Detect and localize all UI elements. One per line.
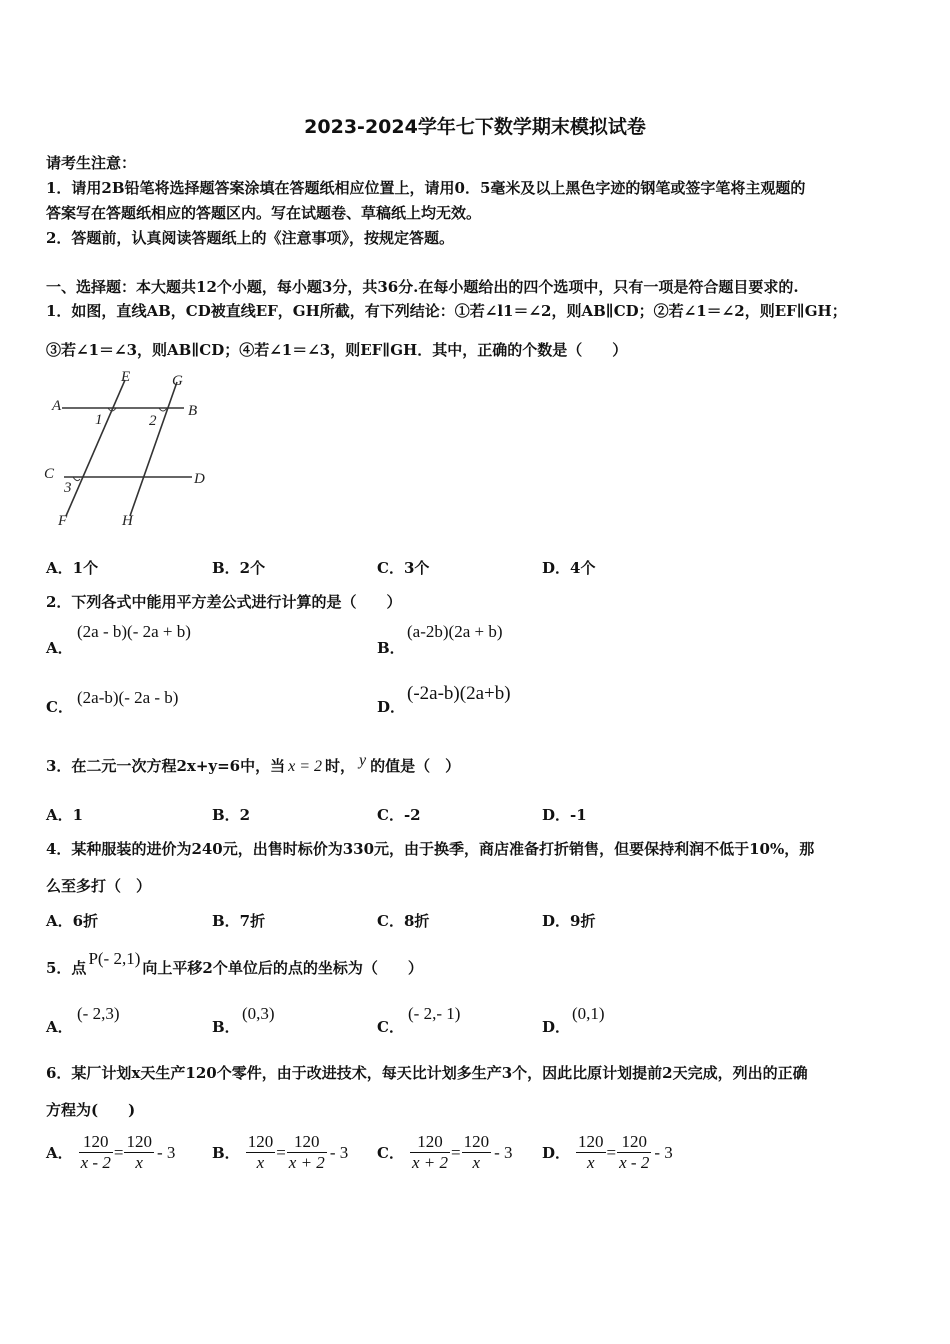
q6-option-d[interactable]: D． $\frac{120}{x}$ = $\frac{120}{x - 2}$ - 3 bbox=[542, 1132, 673, 1172]
label-e: E bbox=[121, 369, 131, 385]
q1-option-a[interactable]: A．1个 bbox=[46, 559, 99, 577]
page-title: 2023-2024学年七下数学期末模拟试卷 bbox=[304, 116, 646, 138]
q3-option-a[interactable]: A．1 bbox=[46, 806, 84, 824]
q5-option-d-expr: (0,1) bbox=[572, 1004, 605, 1023]
q4-option-d[interactable]: D．9折 bbox=[542, 912, 596, 930]
q4-option-a[interactable]: A．6折 bbox=[46, 912, 99, 930]
label-a: A bbox=[52, 398, 62, 414]
angle-3-label: 3 bbox=[64, 480, 72, 496]
q6-stem-line2: 方程为( ) bbox=[46, 1101, 136, 1119]
q5-option-a-expr: (- 2,3) bbox=[77, 1004, 120, 1023]
notice-line-1b: 答案写在答题纸相应的答题区内。写在试题卷、草稿纸上均无效。 bbox=[46, 204, 482, 222]
angle-1-label: 1 bbox=[95, 412, 103, 428]
q4-option-b[interactable]: B．7折 bbox=[212, 912, 266, 930]
q6-option-c[interactable]: C． $\frac{120}{x + 2}$ = $\frac{120}{x}$ - 3 bbox=[377, 1132, 513, 1172]
q1-figure bbox=[42, 368, 217, 533]
label-h: H bbox=[122, 513, 133, 529]
q5-option-d-label[interactable]: D． bbox=[542, 1018, 571, 1036]
q5-option-c-label[interactable]: C． bbox=[377, 1018, 404, 1036]
q4-option-c[interactable]: C．8折 bbox=[377, 912, 430, 930]
q1-option-b[interactable]: B．2个 bbox=[212, 559, 266, 577]
line-gh bbox=[130, 382, 177, 516]
q5-option-b-label[interactable]: B． bbox=[212, 1018, 240, 1036]
q2-option-c-label[interactable]: C． bbox=[46, 698, 73, 716]
notice-line-1a: 1．请用2B铅笔将选择题答案涂填在答题纸相应位置上，请用0．5毫米及以上黑色字迹的钢笔或签字笔将主观题的 bbox=[46, 179, 806, 197]
q2-option-a-label[interactable]: A． bbox=[46, 639, 73, 657]
q2-option-d-expr: (-2a-b)(2a+b) bbox=[407, 683, 511, 704]
angle-2-label: 2 bbox=[149, 413, 157, 429]
label-c: C bbox=[44, 466, 55, 482]
q4-stem-line2: 么至多打（ ） bbox=[46, 877, 152, 895]
q3-option-d[interactable]: D．-1 bbox=[542, 806, 587, 824]
q1-option-d[interactable]: D．4个 bbox=[542, 559, 596, 577]
q2-option-a-expr: (2a - b)(- 2a + b) bbox=[77, 622, 191, 641]
notice-heading: 请考生注意： bbox=[46, 154, 137, 172]
section-heading: 一、选择题：本大题共12个小题，每小题3分，共36分.在每小题给出的四个选项中，只有一项是符合题目要求的. bbox=[46, 278, 799, 296]
q2-option-d-label[interactable]: D． bbox=[377, 698, 406, 716]
label-g: G bbox=[172, 373, 183, 389]
q3-option-b[interactable]: B．2 bbox=[212, 806, 251, 824]
notice-line-2: 2．答题前，认真阅读答题纸上的《注意事项》，按规定答题。 bbox=[46, 229, 454, 247]
q4-stem-line1: 4．某种服装的进价为240元，出售时标价为330元，由于换季，商店准备打折销售，但要保持利润不低于10%，那 bbox=[46, 840, 815, 858]
q1-stem-line2: ③若∠1＝∠3，则AB∥CD；④若∠1＝∠3，则EF∥GH．其中，正确的个数是（ ） bbox=[46, 341, 628, 359]
label-f: F bbox=[58, 513, 68, 529]
q1-option-c[interactable]: C．3个 bbox=[377, 559, 430, 577]
q3-stem: 3．在二元一次方程2x+y=6中，当 x = 2 时， y 的值是（ ） bbox=[46, 752, 461, 775]
q5-option-a-label[interactable]: A． bbox=[46, 1018, 73, 1036]
q5-option-c-expr: (- 2,- 1) bbox=[408, 1004, 461, 1023]
q1-stem-line1: 1．如图，直线AB，CD被直线EF，GH所截，有下列结论：①若∠l1＝∠2，则AB∥CD；②若∠1＝∠2，则EF∥GH； bbox=[46, 302, 847, 320]
q2-option-c-expr: (2a-b)(- 2a - b) bbox=[77, 688, 179, 707]
q6-option-a[interactable]: A． $\frac{120}{x - 2}$ = $\frac{120}{x}$ - 3 bbox=[46, 1132, 176, 1172]
q2-stem: 2．下列各式中能用平方差公式进行计算的是（ ） bbox=[46, 593, 402, 611]
line-ef bbox=[66, 380, 125, 516]
q6-option-b[interactable]: B． $\frac{120}{x}$ = $\frac{120}{x + 2}$ - 3 bbox=[212, 1132, 349, 1172]
q2-option-b-label[interactable]: B． bbox=[377, 639, 405, 657]
q2-option-b-expr: (a-2b)(2a + b) bbox=[407, 622, 503, 641]
label-d: D bbox=[194, 471, 205, 487]
q5-option-b-expr: (0,3) bbox=[242, 1004, 275, 1023]
q5-stem: 5．点 P(- 2,1) 向上平移2个单位后的点的坐标为（ ） bbox=[46, 949, 423, 977]
q3-option-c[interactable]: C．-2 bbox=[377, 806, 421, 824]
q5-point: P(- 2,1) bbox=[88, 949, 141, 968]
label-b: B bbox=[188, 403, 198, 419]
q6-stem-line1: 6．某厂计划x天生产120个零件，由于改进技术，每天比计划多生产3个，因此比原计划提前2天完成，列出的正确 bbox=[46, 1064, 808, 1082]
